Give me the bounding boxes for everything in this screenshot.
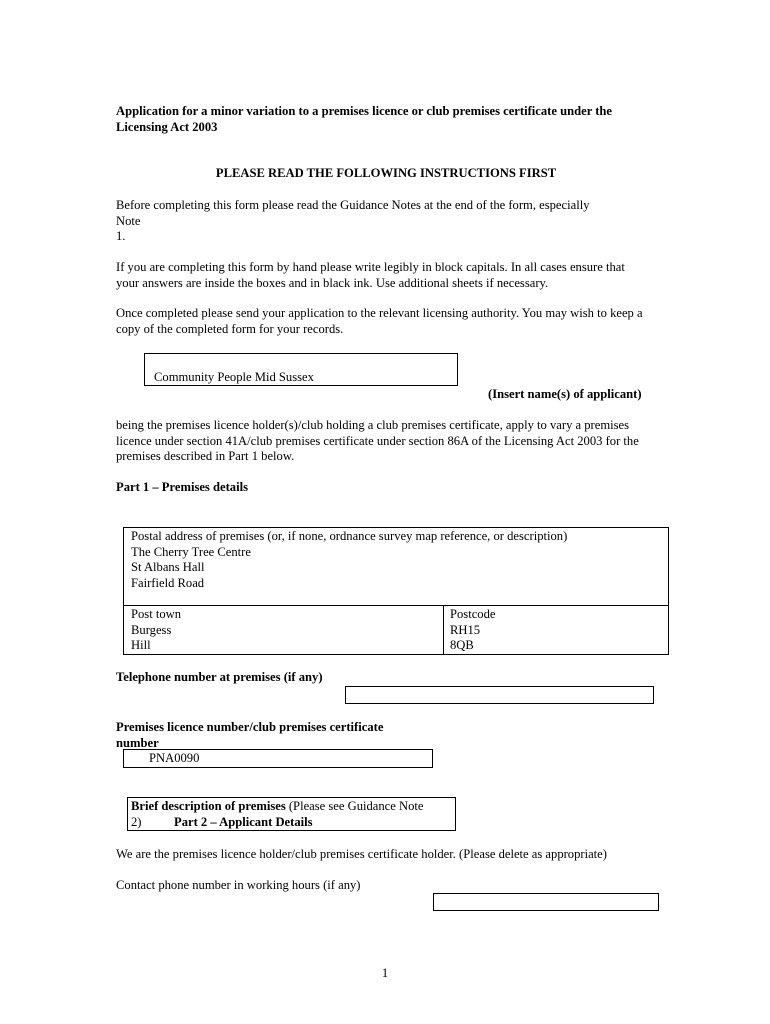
instruction-para-1 [116, 198, 590, 245]
telephone-label: Telephone number at premises (if any) [116, 670, 323, 684]
postcode-label: Postcode [450, 607, 496, 621]
post-town-line-1: Burgess [131, 622, 172, 637]
address-line-2: St Albans Hall [131, 560, 205, 574]
instruction-para-1-line-1: Before completing this form please read the Guidance Notes at the end of the form, especially [116, 198, 590, 212]
holder-statement: We are the premises licence holder/club premises certificate holder. (Please delete as appropriate) [116, 847, 607, 861]
post-town-line-2: Hill [131, 638, 151, 652]
table-divider-vertical [443, 605, 444, 654]
post-town-label: Post town [131, 607, 182, 621]
licence-number-label [116, 720, 383, 751]
licence-number-value: PNA0090 [149, 751, 200, 765]
page-number: 1 [381, 966, 389, 980]
postcode-line-1: RH15 [450, 622, 481, 637]
post-town-cell[interactable] [131, 607, 181, 654]
brief-description-box[interactable] [127, 797, 456, 831]
form-title: Application for a minor variation to a premises licence or club premises certificate under the Licensing Act 2003 [116, 104, 612, 134]
brief-description-label: Brief description of premises [131, 799, 286, 813]
address-line-1: The Cherry Tree Centre [131, 544, 251, 559]
part2-heading: Part 2 – Applicant Details [174, 815, 313, 829]
licence-number-label-line-1: Premises licence number/club premises certificate [116, 720, 384, 734]
brief-description-line-1 [131, 799, 424, 815]
instruction-para-1-line-2: Note [116, 213, 141, 228]
applicant-name-value: Community People Mid Sussex [154, 370, 314, 384]
table-divider-horizontal [124, 605, 668, 606]
guidance-note-number: 2) [131, 815, 142, 829]
applicant-name-label: (Insert name(s) of applicant) [488, 387, 642, 401]
postal-address-section[interactable] [131, 529, 567, 591]
contact-phone-label: Contact phone number in working hours (if any) [116, 878, 361, 892]
brief-description-note: (Please see Guidance Note [285, 799, 424, 813]
postal-address-label: Postal address of premises (or, if none, ordnance survey map reference, or description) [131, 529, 568, 543]
premises-address-table [123, 527, 669, 655]
instruction-para-3: Once completed please send your application to the relevant licensing authority. You may wish to keep a copy of the completed form for your records. [116, 306, 643, 336]
variation-statement: being the premises licence holder(s)/club holding a club premises certificate, apply to vary a premises licence under section 41A/club premises certificate under section 86A of the Licensing Act 2003 for the premises described in Part 1 below. [116, 418, 639, 463]
postcode-line-2: 8QB [450, 638, 474, 652]
licence-number-field[interactable] [123, 749, 433, 768]
part1-heading: Part 1 – Premises details [116, 480, 248, 494]
instruction-para-2: If you are completing this form by hand please write legibly in block capitals. In all cases ensure that your answers are inside the boxes and in black ink. Use additional sheets if necessary. [116, 260, 625, 290]
licence-number-label-line-2: number [116, 735, 159, 750]
address-line-3: Fairfield Road [131, 575, 205, 590]
applicant-name-field[interactable] [144, 353, 458, 386]
contact-phone-field[interactable] [433, 893, 659, 911]
postcode-cell[interactable] [450, 607, 495, 654]
telephone-field[interactable] [345, 686, 654, 704]
instructions-heading: PLEASE READ THE FOLLOWING INSTRUCTIONS FIRST [215, 166, 557, 180]
instruction-para-1-line-3: 1. [116, 229, 126, 243]
